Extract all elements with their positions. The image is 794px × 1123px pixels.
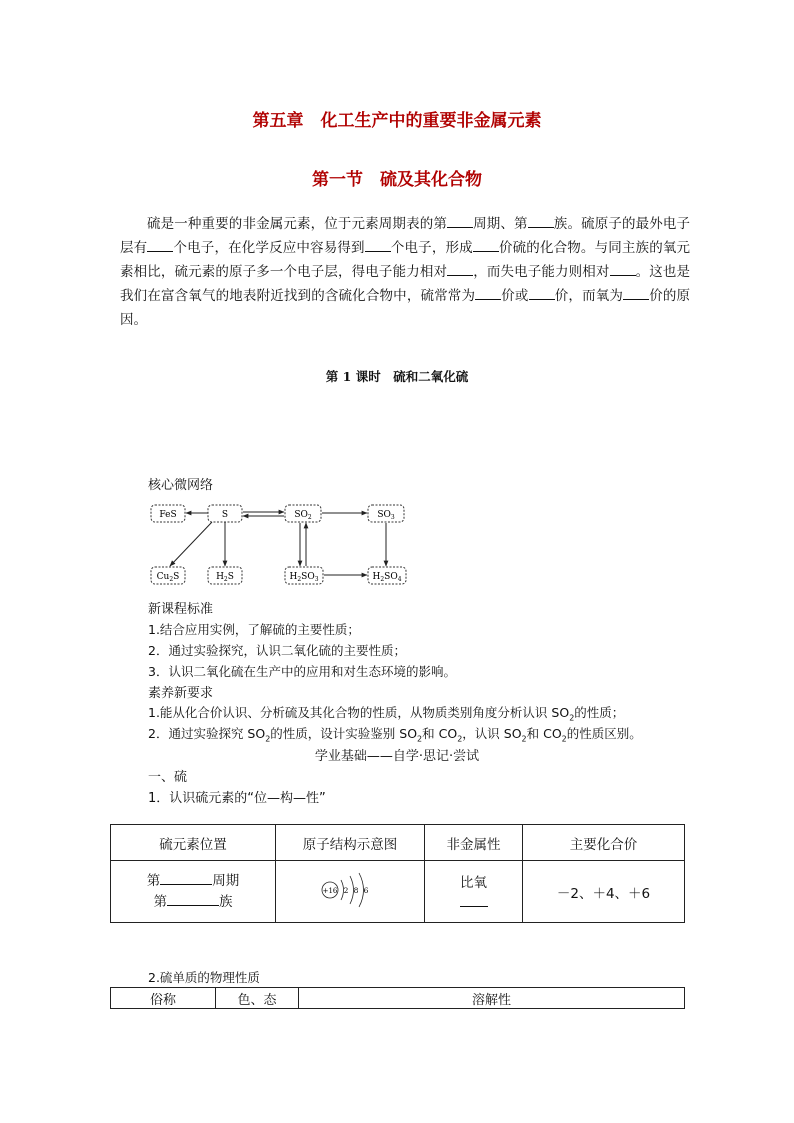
intro-text: 价的原因。 — [120, 288, 691, 328]
intro-text: ，而失电子能力则相对 — [473, 264, 610, 280]
intro-text: 价硫的化合物。与同主族的氧元素相比，硫元素的原子多一个电子层，得电子能力相对 — [120, 240, 691, 280]
shell-electrons: 6 — [363, 885, 369, 895]
nonmetal-label: 比氧 — [460, 874, 487, 891]
standard-item: 2．通过实验探究，认识二氧化硫的主要性质； — [148, 643, 406, 658]
literacy-item-2: 2．通过实验探究 $SO_2$的性质，设计实验鉴别 $SO_2$和 $CO_2$，认识 $SO_2$和 $CO_2$的性质区别。 — [148, 726, 642, 744]
atom-structure-cell — [276, 861, 425, 923]
node-h2so4-label: $H_2SO_4$ — [372, 572, 402, 583]
sulfur-network-diagram — [148, 500, 410, 590]
blank — [447, 214, 473, 228]
blank — [623, 286, 649, 300]
nonmetal-cell — [425, 861, 523, 923]
node-h2s-label: $H_2S$ — [216, 572, 234, 583]
literacy-item-1: 1.能从化合价认识、分析硫及其化合物的性质，从物质类别角度分析认识 $SO_2$的性质； — [148, 705, 625, 723]
position-cell: 第 周期 第 族 — [111, 861, 276, 923]
intro-text: 个电子，形成 — [390, 240, 473, 256]
sub1-heading: 1．认识硫元素的“位—构—性” — [148, 791, 326, 806]
network-heading: 核心微网络 — [148, 478, 214, 493]
blank — [460, 894, 488, 907]
blank — [447, 262, 473, 276]
table-header: 色、态 — [216, 988, 299, 1009]
node-so3-label: $SO_3$ — [377, 510, 395, 521]
lesson-title: 第 1 课时 硫和二氧化硫 — [325, 369, 469, 384]
standard-item: 1.结合应用实例，了解硫的主要性质； — [148, 622, 360, 637]
blank — [167, 892, 219, 906]
intro-text: 个电子，在化学反应中容易得到 — [173, 240, 365, 256]
table-header: 原子结构示意图 — [276, 825, 425, 861]
intro-text: 价，而氧为 — [554, 288, 624, 304]
node-s-label: S — [221, 510, 229, 520]
chapter-title: 第五章 化工生产中的重要非金属元素 — [252, 111, 542, 131]
blank — [473, 238, 499, 252]
blank — [475, 286, 501, 300]
standards-heading: 新课程标准 — [148, 602, 214, 617]
nucleus-charge: +16 — [322, 886, 338, 895]
table-header: 溶解性 — [299, 988, 685, 1009]
arrow-s-to-cu2s — [170, 522, 212, 566]
table-header: 非金属性 — [425, 825, 523, 861]
sulfur-physical-properties-table — [110, 987, 685, 1009]
standard-item: 3．认识二氧化硫在生产中的应用和对生态环境的影响。 — [148, 664, 456, 679]
intro-text: 硫是一种重要的非金属元素，位于元素周期表的第 — [147, 216, 447, 232]
table-header: 主要化合价 — [523, 825, 685, 861]
node-fes-label: FeS — [159, 510, 177, 520]
node-so2-label: $SO_2$ — [294, 510, 312, 521]
table-header: 俗称 — [111, 988, 216, 1009]
literacy-heading: 素养新要求 — [148, 686, 214, 701]
blank — [610, 262, 636, 276]
intro-paragraph — [120, 212, 690, 332]
shell-electrons: 8 — [353, 885, 359, 895]
blank — [529, 286, 555, 300]
valence-cell: －2、＋4、＋6 — [523, 861, 685, 923]
node-cu2s-label: $Cu_2S$ — [156, 572, 180, 583]
atom-structure-diagram — [315, 867, 385, 913]
node-h2so3-label: $H_2SO_3$ — [289, 572, 319, 583]
intro-text: 族。硫原子的最外电子层有 — [120, 216, 691, 256]
shell-electrons: 2 — [343, 885, 349, 895]
sulfur-position-table — [110, 824, 685, 923]
foundation-heading: 学业基础——自学·思记·尝试 — [314, 749, 480, 764]
intro-text: 价或 — [501, 288, 529, 304]
section-title: 第一节 硫及其化合物 — [312, 170, 482, 190]
intro-text: 周期、第 — [472, 216, 528, 232]
intro-text: 。这也是我们在富含氧气的地表附近找到的含硫化合物中，硫常常为 — [120, 264, 691, 304]
blank — [528, 214, 554, 228]
table-header: 硫元素位置 — [111, 825, 276, 861]
blank — [365, 238, 391, 252]
blank — [147, 238, 173, 252]
blank — [160, 871, 212, 885]
sub2-heading: 2.硫单质的物理性质 — [148, 970, 260, 985]
part1-heading: 一、硫 — [148, 770, 188, 785]
